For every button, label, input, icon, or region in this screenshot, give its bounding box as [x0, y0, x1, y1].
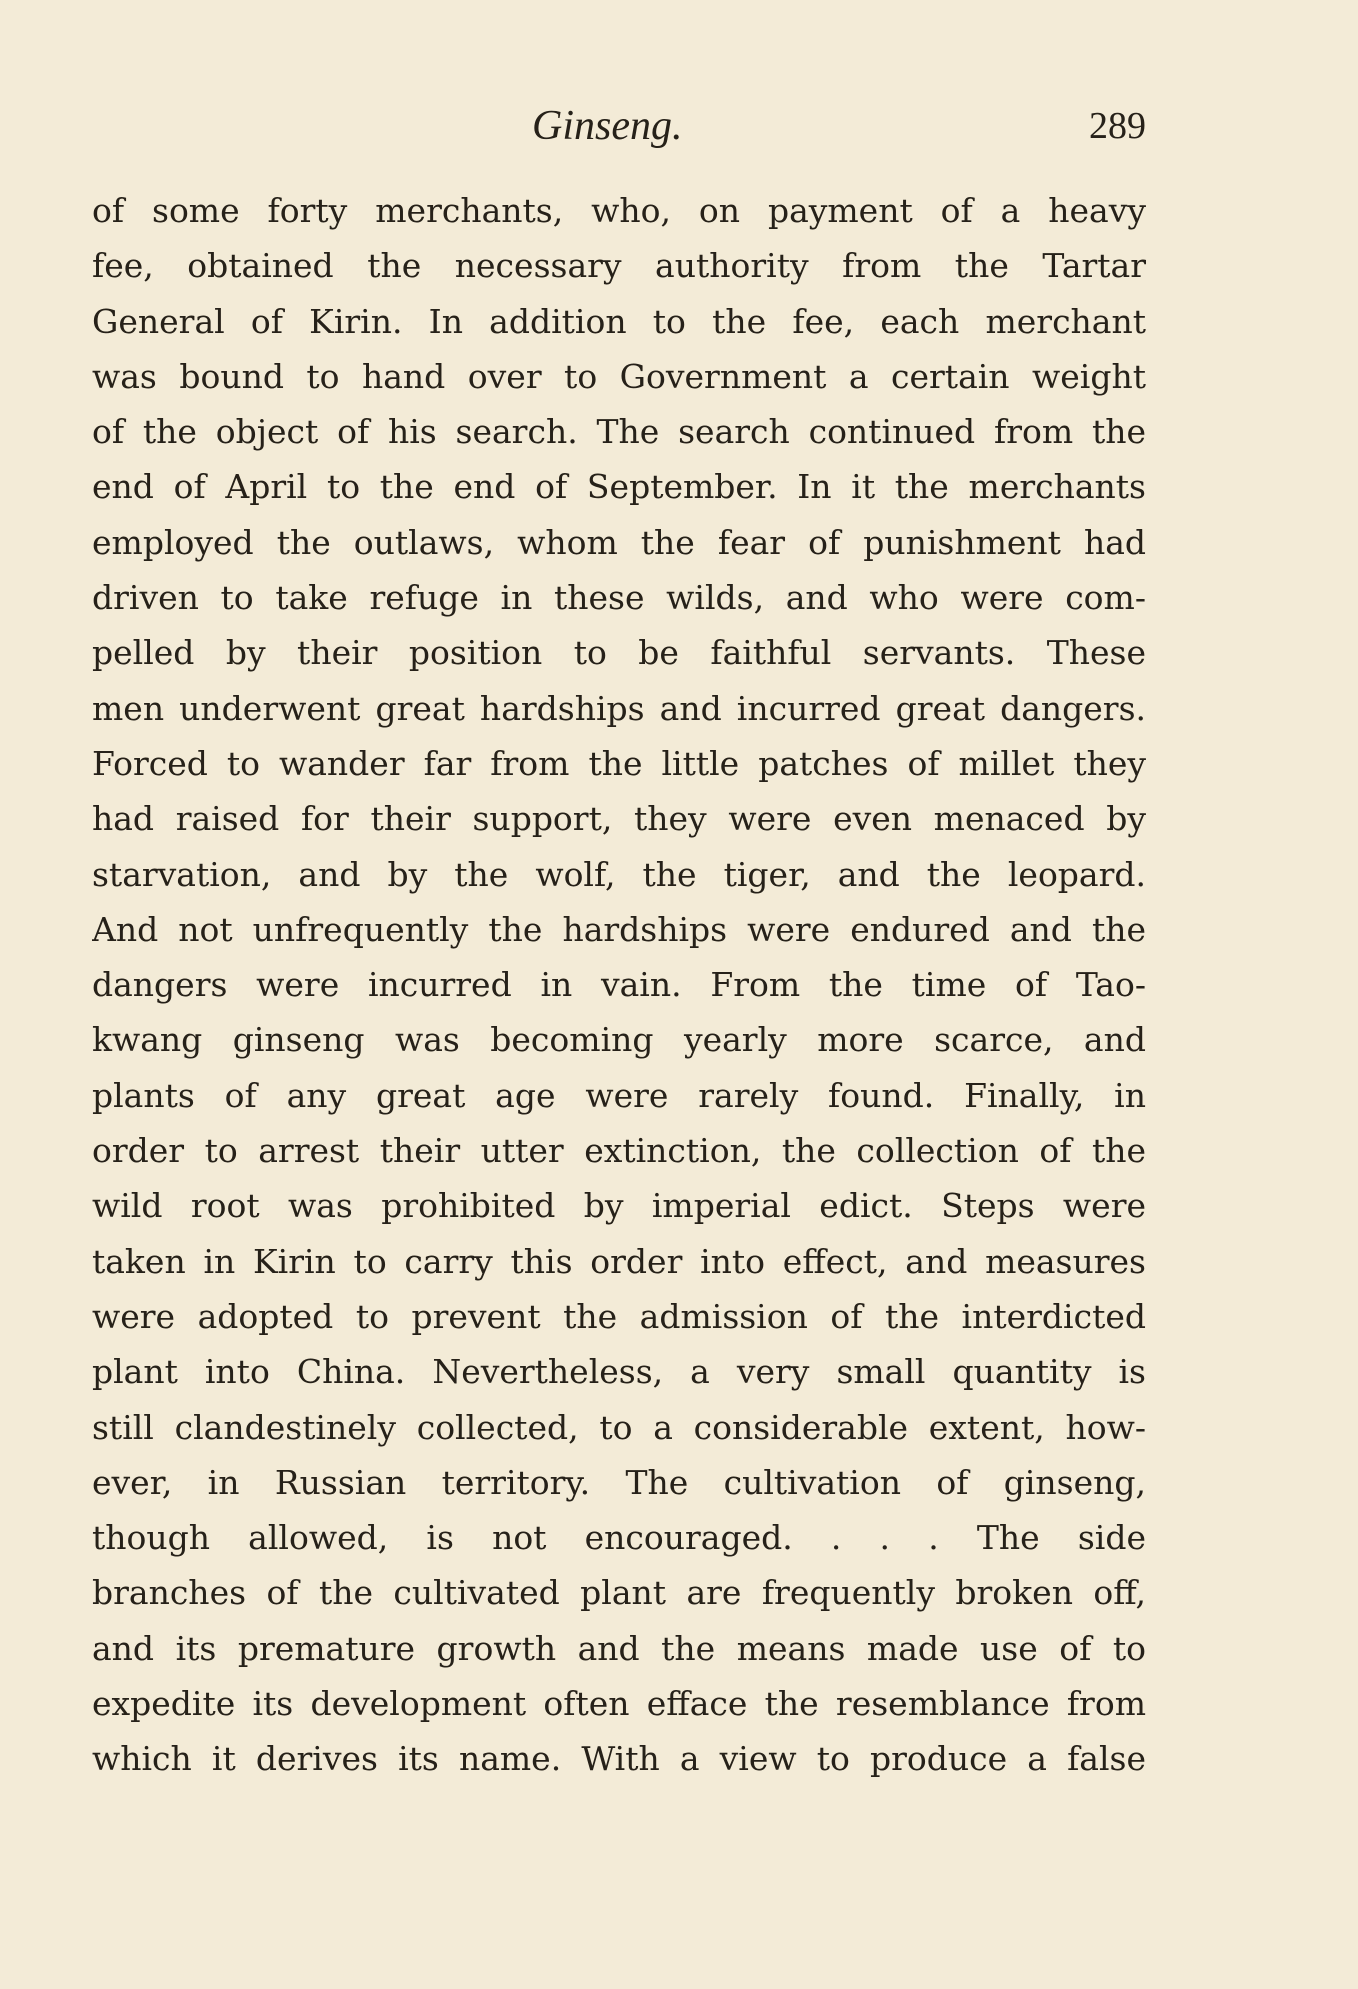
text-line: driven to take refuge in these wilds, and who were com-: [92, 578, 1146, 618]
text-line: which it derives its name. With a view to produce a false: [92, 1739, 1146, 1779]
text-line: dangers were incurred in vain. From the time of Tao-: [92, 965, 1146, 1005]
text-line: expedite its development often efface the resemblance from: [92, 1684, 1146, 1724]
text-line: were adopted to prevent the admission of the interdicted: [92, 1296, 1146, 1336]
text-line: branches of the cultivated plant are frequently broken off,: [92, 1573, 1146, 1613]
text-line: And not unfrequently the hardships were endured and the: [92, 909, 1146, 949]
text-line: still clandestinely collected, to a considerable extent, how-: [92, 1407, 1146, 1447]
text-line: was bound to hand over to Government a certain weight: [92, 356, 1146, 396]
text-line: wild root was prohibited by imperial edict. Steps were: [92, 1186, 1146, 1226]
page-number: 289: [1089, 105, 1146, 147]
text-line: fee, obtained the necessary authority from the Tartar: [92, 246, 1146, 286]
text-line: plant into China. Nevertheless, a very small quantity is: [92, 1352, 1146, 1392]
text-line: though allowed, is not encouraged. . . . The side: [92, 1518, 1146, 1558]
text-line: kwang ginseng was becoming yearly more scarce, and: [92, 1020, 1146, 1060]
text-line: ever, in Russian territory. The cultivation of ginseng,: [92, 1462, 1146, 1502]
body-text: [92, 183, 1146, 1787]
running-head: [0, 96, 1358, 156]
text-line: and its premature growth and the means made use of to: [92, 1628, 1146, 1668]
text-line: General of Kirin. In addition to the fee, each merchant: [92, 301, 1146, 341]
text-line: Forced to wander far from the little patches of millet they: [92, 743, 1146, 783]
text-line: end of April to the end of September. In it the merchants: [92, 467, 1146, 507]
text-line: pelled by their position to be faithful servants. These: [92, 633, 1146, 673]
text-line: starvation, and by the wolf, the tiger, and the leopard.: [92, 854, 1146, 894]
text-line: plants of any great age were rarely found. Finally, in: [92, 1075, 1146, 1115]
text-line: taken in Kirin to carry this order into effect, and measures: [92, 1241, 1146, 1281]
text-line: of the object of his search. The search continued from the: [92, 412, 1146, 452]
text-line: order to arrest their utter extinction, the collection of the: [92, 1131, 1146, 1171]
text-line: employed the outlaws, whom the fear of punishment had: [92, 522, 1146, 562]
text-line: had raised for their support, they were even menaced by: [92, 799, 1146, 839]
text-line: of some forty merchants, who, on payment of a heavy: [92, 191, 1146, 230]
text-line: men underwent great hardships and incurred great dangers.: [92, 688, 1146, 728]
running-title: Ginseng.: [532, 103, 683, 149]
